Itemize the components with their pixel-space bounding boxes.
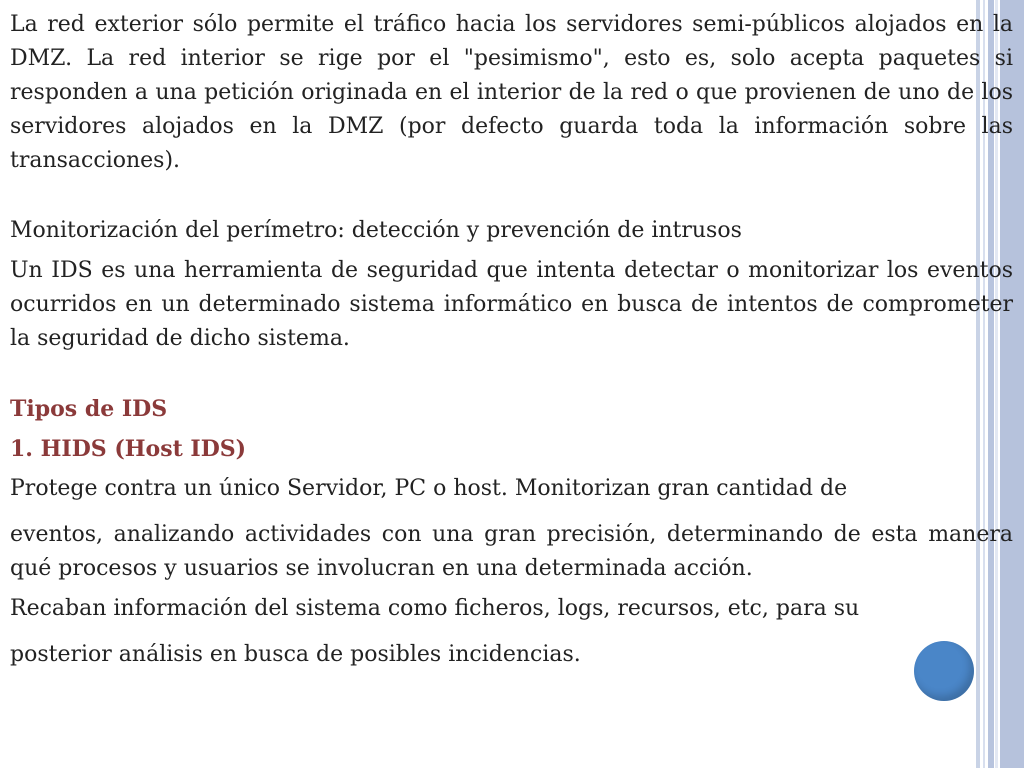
paragraph-hids-2: eventos, analizando actividades con una gran precisión, determinando de esta manera qué procesos y usuarios se involucran en una determinada acción.	[10, 522, 1013, 581]
paragraph-monitorizacion: Monitorización del perímetro: detección y prevención de intrusos	[10, 218, 742, 243]
slide-body	[10, 8, 1013, 672]
heading-tipos-ids: Tipos de IDS	[10, 396, 168, 422]
paragraph-hids-4: posterior análisis en busca de posibles incidencias.	[10, 642, 581, 667]
paragraph-hids-1: Protege contra un único Servidor, PC o host. Monitorizan gran cantidad de	[10, 476, 848, 501]
heading-hids: 1. HIDS (Host IDS)	[10, 436, 247, 462]
paragraph-dmz: La red exterior sólo permite el tráfico hacia los servidores semi-públicos alojados en la DMZ. La red interior se rige por el "pesimismo", esto es, solo acepta paquetes si responden a una petición originada en el interior de la red o que provienen de uno de los servidores alojados en la DMZ (por defecto guarda toda la información sobre las transacciones).	[10, 12, 1013, 173]
paragraph-ids-definition: Un IDS es una herramienta de seguridad que intenta detectar o monitorizar los eventos ocurridos en un determinado sistema informático en busca de intentos de comprometer la seguridad de dicho sistema.	[10, 258, 1013, 351]
paragraph-hids-3: Recaban información del sistema como ficheros, logs, recursos, etc, para su	[10, 596, 860, 621]
decorative-circle	[914, 641, 974, 701]
